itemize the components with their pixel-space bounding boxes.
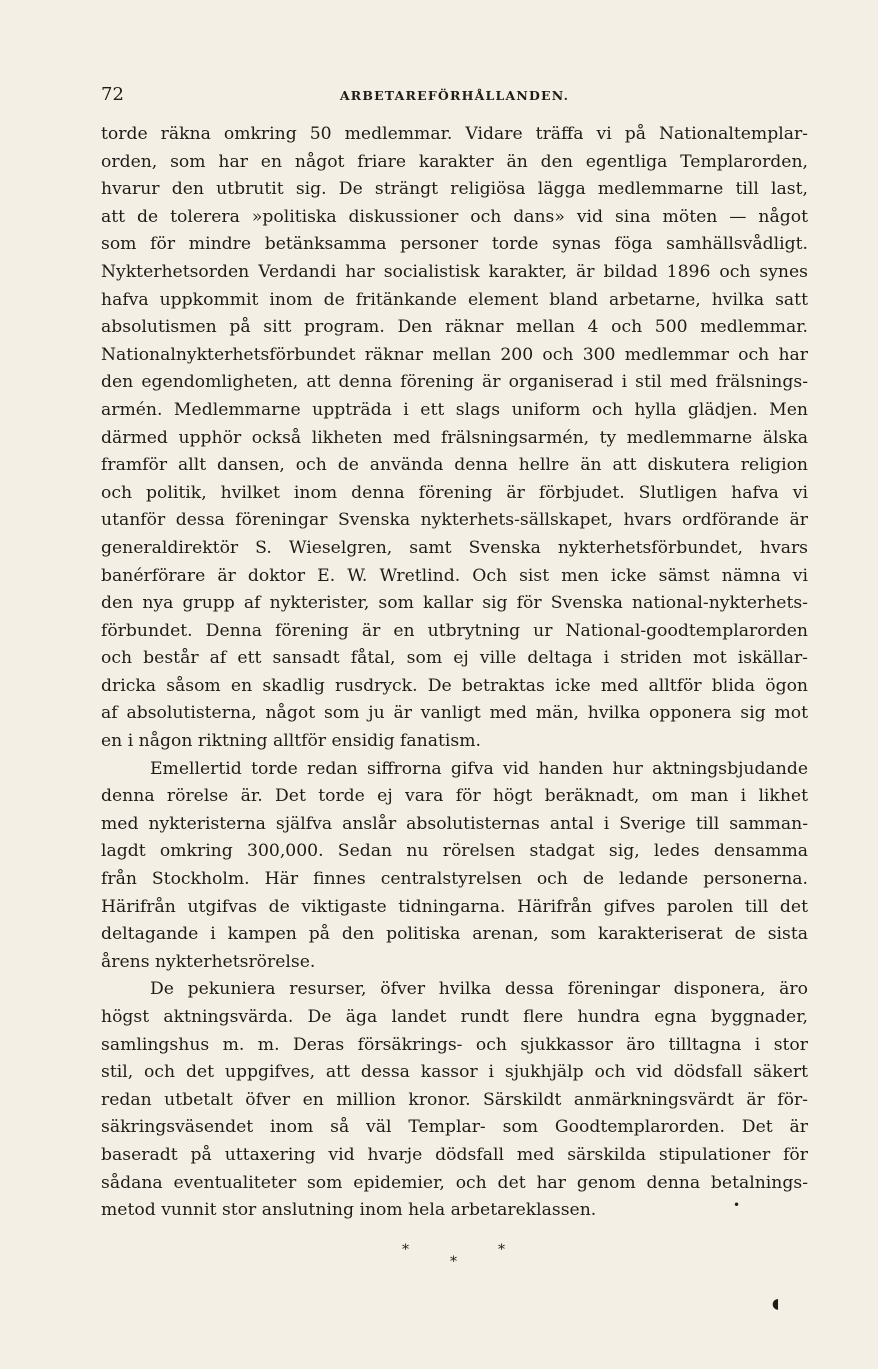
text-line: årens nykterhetsrörelse. (101, 951, 316, 972)
text-line: därmed upphör också likheten med frälsningsarmén, ty medlemmarne älska (101, 427, 808, 448)
text-line: utanför dessa föreningar Svenska nykterhets-sällskapet, hvars ordförande är (101, 510, 808, 531)
text-line: orden, som har en något friare karakter än den egentliga Templarorden, (101, 151, 808, 172)
text-line: den nya grupp af nykterister, som kallar sig för Svenska national-nykterhets- (101, 593, 808, 614)
text-line: redan utbetalt öfver en million kronor. Särskildt anmärkningsvärdt är för- (101, 1089, 808, 1110)
text-line: med nykteristerna själfva anslår absolutisternas antal i Sverige till samman- (101, 813, 808, 834)
text-line: och består af ett sansadt fåtal, som ej ville deltaga i striden mot iskällar- (101, 648, 808, 669)
page-header (101, 84, 808, 108)
text-line: framför allt dansen, och de använda denna hellre än att diskutera religion (101, 455, 808, 476)
text-line: den egendomligheten, att denna förening är organiserad i stil med frälsnings- (101, 372, 808, 393)
text-line: hafva uppkommit inom de fritänkande element bland arbetarne, hvilka satt (101, 289, 808, 310)
text-line: högst aktningsvärda. De äga landet rundt flere hundra egna byggnader, (101, 1007, 808, 1027)
stray-dot-mark: • (733, 1198, 741, 1212)
text-line: från Stockholm. Här finnes centralstyrelsen och de ledande personerna. (101, 869, 808, 890)
text-line: banérförare är doktor E. W. Wretlind. Och sist men icke sämst nämna vi (101, 565, 808, 586)
text-line: armén. Medlemmarne uppträda i ett slags uniform och hylla glädjen. Men (101, 399, 808, 420)
page-number: 72 (101, 84, 124, 105)
text-line: dricka såsom en skadlig rusdryck. De betraktas icke med alltför blida ögon (101, 675, 808, 696)
text-line: en i någon riktning alltför ensidig fanatism. (101, 731, 481, 752)
text-line: absolutismen på sitt program. Den räknar mellan 4 och 500 medlemmar. (101, 317, 808, 338)
body-text (101, 121, 808, 1225)
text-line: att de tolerera »politiska diskussioner och dans» vid sina möten — något (101, 206, 808, 227)
text-line: Härifrån utgifvas de viktigaste tidningarna. Härifrån gifves parolen till det (101, 896, 808, 917)
asterisk-mark: * (402, 1242, 409, 1258)
asterisk-mark: * (450, 1254, 457, 1270)
text-line: Emellertid torde redan siffrorna gifva vid handen hur aktningsbjudande (150, 758, 808, 779)
text-line: hvarur den utbrutit sig. De strängt religiösa lägga medlemmarne till last, (101, 179, 808, 200)
edge-mark: ◖ (772, 1296, 780, 1312)
text-line: baseradt på uttaxering vid hvarje dödsfall med särskilda stipulationer för (101, 1144, 808, 1165)
text-line: De pekuniera resurser, öfver hvilka dessa föreningar disponera, äro (150, 979, 808, 1000)
asterisk-mark: * (498, 1242, 505, 1258)
text-line: sådana eventualiteter som epidemier, och det har genom denna betalnings- (101, 1172, 808, 1193)
text-line: säkringsväsendet inom så väl Templar- som Goodtemplarorden. Det är (101, 1117, 808, 1138)
text-line: af absolutisterna, något som ju är vanligt med män, hvilka opponera sig mot (101, 703, 808, 724)
text-line: lagdt omkring 300,000. Sedan nu rörelsen stadgat sig, ledes densamma (101, 841, 808, 862)
text-line: Nationalnykterhetsförbundet räknar mellan 200 och 300 medlemmar och har (101, 344, 808, 365)
text-line: Nykterhetsorden Verdandi har socialistisk karakter, är bildad 1896 och synes (101, 261, 808, 282)
text-line: förbundet. Denna förening är en utbrytning ur National-goodtemplarorden (101, 620, 808, 641)
text-line: stil, och det uppgifves, att dessa kassor i sjukhjälp och vid dödsfall säkert (101, 1062, 808, 1083)
text-line: denna rörelse är. Det torde ej vara för högt beräknadt, om man i likhet (101, 786, 808, 807)
text-line: och politik, hvilket inom denna förening är förbjudet. Slutligen hafva vi (101, 482, 808, 503)
text-line: torde räkna omkring 50 medlemmar. Vidare träffa vi på Nationaltemplar- (101, 124, 808, 144)
text-line: som för mindre betänksamma personer torde synas föga samhällsvådligt. (101, 234, 808, 255)
running-head: ARBETAREFÖRHÅLLANDEN. (339, 88, 570, 103)
text-line: metod vunnit stor anslutning inom hela arbetareklassen. (101, 1200, 597, 1221)
text-line: generaldirektör S. Wieselgren, samt Svenska nykterhetsförbundet, hvars (101, 537, 808, 558)
text-line: deltagande i kampen på den politiska arenan, som karakteriserat de sista (101, 924, 808, 945)
text-line: samlingshus m. m. Deras försäkrings- och sjukkassor äro tilltagna i stor (101, 1034, 808, 1055)
section-separator (0, 1238, 878, 1268)
